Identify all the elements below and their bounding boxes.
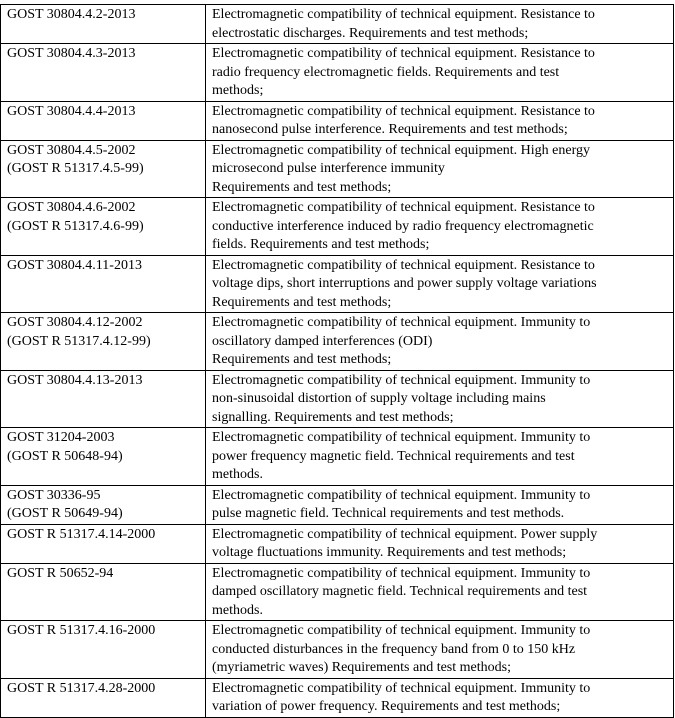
standard-code-line: GOST 30804.4.3-2013 xyxy=(7,46,136,61)
table-row xyxy=(1,621,674,679)
standard-description-line: Electromagnetic compatibility of technical equipment. Resistance to xyxy=(212,7,595,22)
standards-table xyxy=(0,4,674,718)
standard-code-line: GOST 30804.4.6-2002 xyxy=(7,200,136,215)
table-row xyxy=(1,313,674,371)
table-row xyxy=(1,255,674,313)
standard-description-line: Electromagnetic compatibility of technical equipment. Resistance to xyxy=(212,46,595,61)
standard-description-line: nanosecond pulse interference. Requirements and test methods; xyxy=(212,122,568,137)
standard-description-line: Electromagnetic compatibility of technical equipment. Immunity to xyxy=(212,680,591,696)
standard-description-line: Requirements and test methods; xyxy=(212,179,392,195)
standard-code-cell xyxy=(1,313,206,371)
standard-description-cell xyxy=(206,255,674,313)
standard-code-line: GOST 30804.4.5-2002 xyxy=(7,142,136,158)
standard-description-line: methods. xyxy=(212,602,263,618)
standard-description-cell xyxy=(206,313,674,371)
standard-code-line: GOST 30804.4.4-2013 xyxy=(7,103,136,119)
standard-description-line: Electromagnetic compatibility of technical equipment. Immunity to xyxy=(212,487,591,503)
standard-code-line: (GOST R 51317.4.5-99) xyxy=(7,161,144,176)
standard-code-cell xyxy=(1,101,206,140)
table-row xyxy=(1,428,674,486)
standard-code-cell xyxy=(1,485,206,524)
standard-description-cell xyxy=(206,428,674,486)
standard-description-line: non-sinusoidal distortion of supply voltage including mains xyxy=(212,391,546,406)
standard-description-line: radio frequency electromagnetic fields. Requirements and test xyxy=(212,64,560,80)
standard-code-line: (GOST R 51317.4.6-99) xyxy=(7,218,144,234)
table-row xyxy=(1,5,674,44)
standard-description-line: oscillatory damped interferences (ODI) xyxy=(212,333,433,349)
standard-description-cell xyxy=(206,5,674,44)
standard-description-line: voltage fluctuations immunity. Requirements and test methods; xyxy=(212,545,567,560)
standard-code-line: GOST R 51317.4.14-2000 xyxy=(7,526,156,542)
standard-description-line: (myriametric waves) Requirements and test methods; xyxy=(212,660,511,675)
standard-description-cell xyxy=(206,678,674,717)
standard-code-cell xyxy=(1,524,206,563)
standard-description-line: Electromagnetic compatibility of technical equipment. Resistance to xyxy=(212,257,595,273)
standard-description-cell xyxy=(206,44,674,102)
standard-code-line: (GOST R 50649-94) xyxy=(7,506,123,521)
standard-code-cell xyxy=(1,5,206,44)
standard-description-line: Electromagnetic compatibility of technical equipment. Resistance to xyxy=(212,103,595,119)
standard-description-cell xyxy=(206,563,674,621)
standard-description-line: pulse magnetic field. Technical requirements and test methods. xyxy=(212,506,565,521)
table-row xyxy=(1,101,674,140)
standard-code-line: GOST 30336-95 xyxy=(7,487,101,503)
standard-code-line: (GOST R 51317.4.12-99) xyxy=(7,333,151,349)
table-row xyxy=(1,524,674,563)
standard-description-line: signalling. Requirements and test methods; xyxy=(212,409,454,425)
table-row xyxy=(1,370,674,428)
table-row xyxy=(1,140,674,198)
standard-code-line: GOST 30804.4.13-2013 xyxy=(7,372,143,388)
standard-description-line: Electromagnetic compatibility of technical equipment. Immunity to xyxy=(212,372,591,388)
standard-description-line: Electromagnetic compatibility of technical equipment. Immunity to xyxy=(212,430,591,445)
standard-description-line: Electromagnetic compatibility of technical equipment. Immunity to xyxy=(212,565,591,581)
standard-description-line: methods. xyxy=(212,467,263,482)
standard-description-cell xyxy=(206,140,674,198)
standard-code-cell xyxy=(1,428,206,486)
standard-description-line: electrostatic discharges. Requirements and test methods; xyxy=(212,25,529,41)
standard-description-cell xyxy=(206,101,674,140)
standard-description-line: conductive interference induced by radio frequency electromagnetic xyxy=(212,218,594,234)
standard-description-line: power frequency magnetic field. Technical requirements and test xyxy=(212,448,575,464)
standard-code-line: GOST 30804.4.12-2002 xyxy=(7,315,143,330)
standard-description-line: variation of power frequency. Requirements and test methods; xyxy=(212,699,561,714)
standard-description-line: Electromagnetic compatibility of technical equipment. Immunity to xyxy=(212,315,591,330)
standard-description-line: fields. Requirements and test methods; xyxy=(212,237,430,252)
standard-code-line: GOST R 50652-94 xyxy=(7,565,114,581)
standard-description-line: Electromagnetic compatibility of technical equipment. High energy xyxy=(212,142,591,158)
standard-description-line: voltage dips, short interruptions and power supply voltage variations xyxy=(212,276,597,291)
standard-code-cell xyxy=(1,44,206,102)
standard-code-line: GOST 30804.4.2-2013 xyxy=(7,7,136,22)
table-row xyxy=(1,198,674,256)
standard-code-cell xyxy=(1,370,206,428)
standard-description-line: Electromagnetic compatibility of technical equipment. Power supply xyxy=(212,526,598,542)
table-row xyxy=(1,44,674,102)
standard-code-cell xyxy=(1,255,206,313)
standard-code-cell xyxy=(1,678,206,717)
standard-description-line: damped oscillatory magnetic field. Technical requirements and test xyxy=(212,584,588,599)
standard-description-line: microsecond pulse interference immunity xyxy=(212,161,445,176)
table-row xyxy=(1,485,674,524)
standard-description-cell xyxy=(206,198,674,256)
standard-code-line: GOST R 51317.4.28-2000 xyxy=(7,680,156,696)
table-row xyxy=(1,678,674,717)
standard-code-cell xyxy=(1,563,206,621)
standard-code-line: GOST R 51317.4.16-2000 xyxy=(7,623,156,638)
standard-description-cell xyxy=(206,524,674,563)
standard-code-line: (GOST R 50648-94) xyxy=(7,448,123,464)
standard-code-cell xyxy=(1,198,206,256)
standard-description-cell xyxy=(206,485,674,524)
standard-code-line: GOST 31204-2003 xyxy=(7,430,115,445)
standard-code-cell xyxy=(1,140,206,198)
standard-description-line: Electromagnetic compatibility of technical equipment. Resistance to xyxy=(212,200,595,215)
standard-code-line: GOST 30804.4.11-2013 xyxy=(7,257,142,273)
standard-description-line: Electromagnetic compatibility of technical equipment. Immunity to xyxy=(212,623,591,638)
standard-description-line: Requirements and test methods; xyxy=(212,294,392,310)
table-row xyxy=(1,563,674,621)
standard-code-cell xyxy=(1,621,206,679)
standard-description-cell xyxy=(206,370,674,428)
standard-description-line: Requirements and test methods; xyxy=(212,352,392,367)
standard-description-cell xyxy=(206,621,674,679)
standard-description-line: conducted disturbances in the frequency band from 0 to 150 kHz xyxy=(212,641,576,657)
standard-description-line: methods; xyxy=(212,83,264,98)
standards-table-body xyxy=(1,5,674,718)
